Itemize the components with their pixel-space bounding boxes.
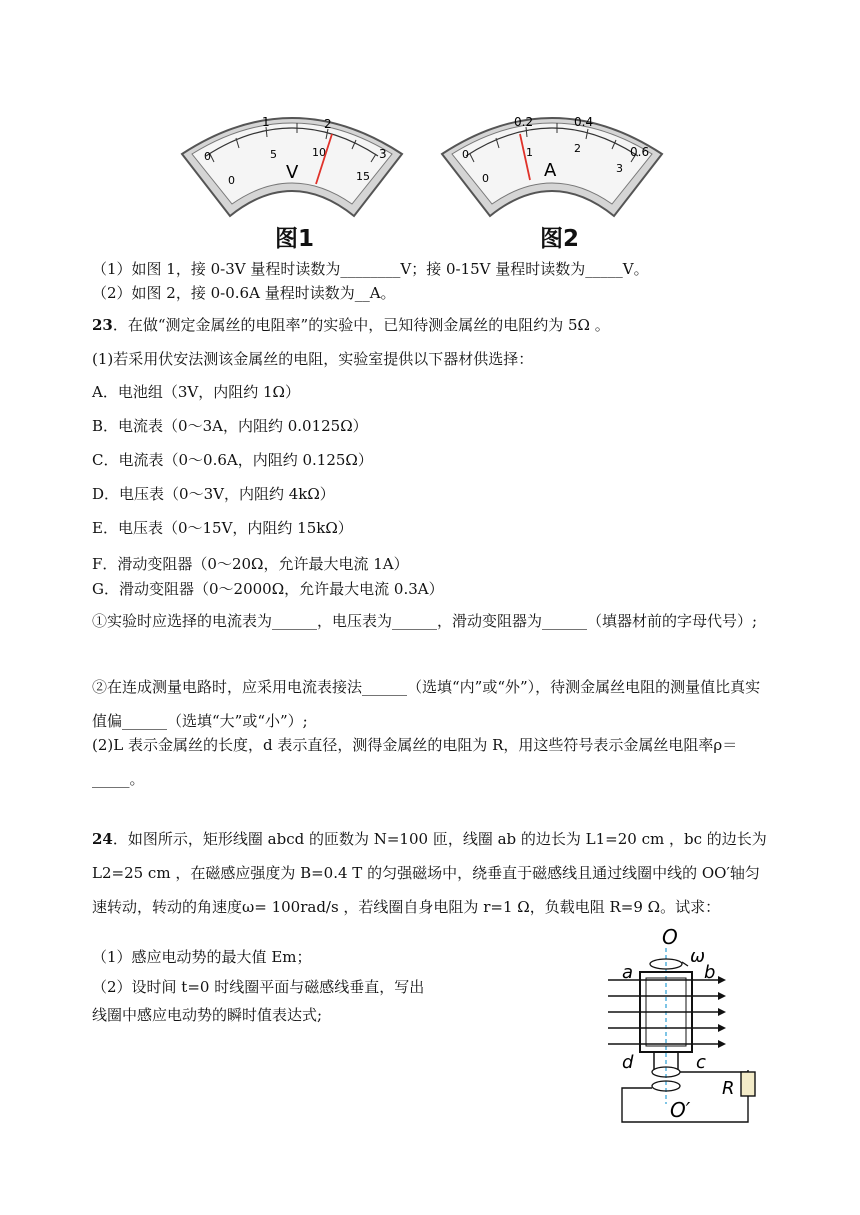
amp-top-0: 0: [462, 148, 469, 161]
volt-top-3: 3: [379, 147, 387, 161]
amp-bot-1: 1: [526, 146, 533, 159]
figure1-caption: 图1: [275, 226, 315, 252]
voltmeter-figure: [176, 96, 408, 218]
volt-unit: V: [286, 162, 299, 183]
figure2-caption: 图2: [540, 226, 580, 252]
q22-part2: （2）如图 2，接 0-0.6A 量程时读数为__A。: [92, 284, 396, 302]
q23-sub1: ①实验时应选择的电流表为______，电压表为______，滑动变阻器为______（填器材前的字母代号）;: [92, 612, 758, 630]
ammeter-figure: [436, 96, 668, 218]
axis-label-o-prime: O′: [670, 1098, 691, 1122]
q22-part1: （1）如图 1，接 0-3V 量程时读数为________V；接 0-15V 量程时读数为_____V。: [92, 260, 649, 278]
amp-top-02: 0.2: [514, 115, 534, 129]
q24-stem-text: ．如图所示，矩形线圈 abcd 的匝数为 N=100 匝，线圈 ab 的边长为 L1=20 cm ，bc 的边长为 L2=25 cm ，在磁感应强度为 B=0.4 T 的匀强磁场中，绕垂直于磁感线且通过线圈中线的 OO′轴匀速转动，转动的角速度ω= 100rad/s ，若线圈自身电阻为 r=1 Ω，负载电阻 R=9 Ω。试求：: [92, 830, 767, 916]
q23-stem-text: ．在做“测定金属丝的电阻率”的实验中，已知待测金属丝的电阻约为 5Ω 。: [112, 316, 610, 334]
corner-d: d: [622, 1052, 634, 1073]
amp-bot-0: 0: [482, 172, 489, 185]
q23-number: 23: [92, 316, 113, 334]
q24-part1: （1）感应电动势的最大值 Em；: [92, 948, 312, 966]
q23-option-g: G．滑动变阻器（0～2000Ω，允许最大电流 0.3A）: [92, 580, 444, 598]
rotating-coil-diagram: [600, 922, 765, 1127]
q23-option-e: E．电压表（0～15V，内阻约 15kΩ）: [92, 519, 353, 537]
resistor-label: R: [722, 1078, 735, 1099]
q24-stem: [92, 822, 772, 924]
amp-bot-2: 2: [574, 142, 581, 155]
q23-option-a: A．电池组（3V，内阻约 1Ω）: [92, 383, 300, 401]
volt-bot-10: 10: [312, 146, 326, 159]
q24-part2a: （2）设时间 t=0 时线圈平面与磁感线垂直，写出: [92, 978, 425, 996]
q23-sub2: ②在连成测量电路时，应采用电流表接法______（选填“内”或“外”），待测金属丝电阻的测量值比真实值偏______（选填“大”或“小”）;: [92, 678, 761, 730]
corner-b: b: [704, 962, 716, 983]
q23-option-d: D．电压表（0～3V，内阻约 4kΩ）: [92, 485, 335, 503]
volt-top-1: 1: [262, 115, 270, 129]
q24-number: 24: [92, 830, 113, 848]
amp-top-06: 0.6: [630, 145, 650, 159]
volt-bot-5: 5: [270, 148, 277, 161]
q23-intro: (1)若采用伏安法测该金属丝的电阻，实验室提供以下器材供选择：: [92, 350, 534, 368]
q23-option-b: B．电流表（0～3A，内阻约 0.0125Ω）: [92, 417, 368, 435]
amp-top-04: 0.4: [574, 115, 594, 129]
q23-option-c: C．电流表（0～0.6A，内阻约 0.125Ω）: [92, 451, 373, 469]
volt-bot-15: 15: [356, 170, 370, 183]
corner-c: c: [696, 1052, 706, 1073]
volt-top-2: 2: [324, 117, 332, 131]
q23-sub3: (2)L 表示金属丝的长度，d 表示直径，测得金属丝的电阻为 R，用这些符号表示金属丝电阻率ρ＝_____。: [92, 736, 738, 788]
q23-option-f: F．滑动变阻器（0～20Ω，允许最大电流 1A）: [92, 555, 409, 573]
q24-part2b: 线圈中感应电动势的瞬时值表达式;: [92, 1006, 323, 1024]
amp-unit: A: [544, 160, 557, 181]
q23-stem: [92, 314, 610, 336]
volt-top-0: 0: [204, 150, 211, 163]
volt-bot-0: 0: [228, 174, 235, 187]
amp-bot-3: 3: [616, 162, 623, 175]
omega-label: ω: [690, 946, 706, 967]
corner-a: a: [622, 962, 634, 983]
axis-label-o: O: [662, 925, 678, 949]
